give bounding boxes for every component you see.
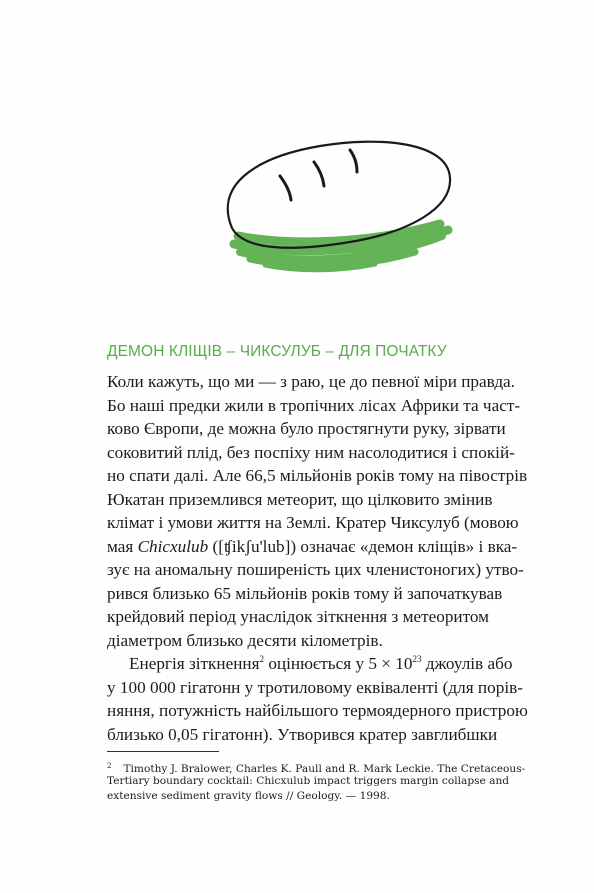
footnote-divider xyxy=(107,751,219,752)
text-line: близько 0,05 гігатонн). Утворився кратер завглибшки xyxy=(107,724,498,744)
text-line: зує на аномальну поширеність цих членистоногих) утво- xyxy=(107,560,524,579)
text-line: рився близько 65 мільйонів років тому й започаткував xyxy=(107,583,503,603)
text-line: крейдовий період унаслідок зіткнення з метеоритом xyxy=(107,607,490,626)
footnote-line: extensive sediment gravity flows // Geology. — 1998. xyxy=(107,790,390,802)
footnote-ref: 2 xyxy=(259,654,265,664)
body-text xyxy=(107,370,550,746)
text-line: Бо наші предки жили в тропічних лісах Африки та част- xyxy=(107,395,521,415)
footnote-mark: 2 xyxy=(107,762,112,770)
footnote-line: Tertiary boundary cocktail: Chicxulub impact triggers margin collapse and xyxy=(107,775,510,787)
bread-cut-3 xyxy=(350,150,357,172)
text-line: но спати далі. Але 66,5 мільйонів років тому на півострів xyxy=(107,466,528,485)
bread-cut-2 xyxy=(314,162,324,186)
footnote xyxy=(107,759,550,804)
section-heading: ДЕМОН КЛІЩІВ – ЧИКСУЛУБ – ДЛЯ ПОЧАТКУ xyxy=(107,343,447,360)
bread-cut-1 xyxy=(280,176,291,200)
bread-loaf-illustration xyxy=(210,128,470,288)
text-line: Коли кажуть, що ми — з раю, це до певної міри правда. xyxy=(107,372,515,391)
text-line: у 100 000 гігатонн у тротиловому еквіваленті (для порів- xyxy=(107,677,523,697)
text-line: соковитий плід, без поспіху ним насолодитися і спокій- xyxy=(107,442,515,462)
text-line: ково Європи, де можна було простягнути руку, зірвати xyxy=(107,419,506,438)
text-line: діаметром близько десяти кілометрів. xyxy=(107,630,383,650)
text-line: Енергія зіткнення$^2$ оцінюється у $5 \times 10^{23}$ джоулів або xyxy=(129,654,513,673)
exponent: 23 xyxy=(412,654,422,664)
text-line: няння, потужність найбільшого термоядерного пристрою xyxy=(107,701,528,720)
text-line: мая Chicxulub ([ʧikʃu'lub]) означає «демон кліщів» і вка- xyxy=(107,536,518,556)
text-line: Юкатан приземлився метеорит, що цілковито змінив xyxy=(107,489,493,509)
italic-term: Chicxulub xyxy=(137,536,209,556)
footnote-line: $^2$ Timothy J. Bralower, Charles K. Paull and R. Mark Leckie. The Cretaceous- xyxy=(107,762,526,775)
text-line: клімат і умови життя на Землі. Кратер Чиксулуб (мовою xyxy=(107,513,519,532)
